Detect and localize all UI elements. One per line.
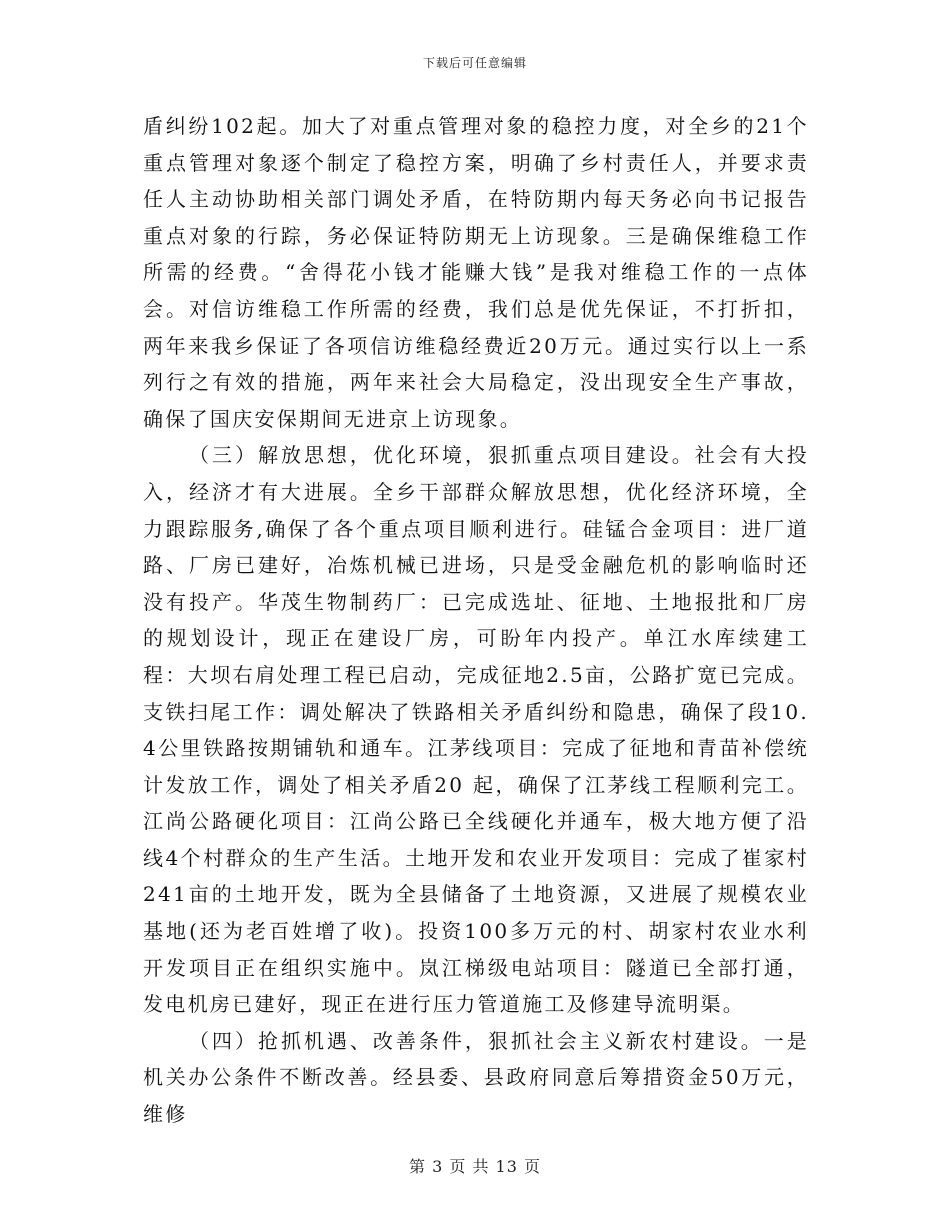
footer-prefix: 第 <box>408 1157 426 1176</box>
page-footer <box>0 1154 950 1177</box>
page-header-note: 下载后可任意编辑 <box>422 56 527 70</box>
footer-current-page: 3 <box>432 1157 444 1176</box>
footer-total-pages: 13 <box>495 1157 518 1176</box>
paragraph-section-three: （三）解放思想，优化环境，狠抓重点项目建设。社会有大投入，经济才有大进展。全乡干部群众解放思想，优化经济环境，全力跟踪服务,确保了各个重点项目顺利进行。硅锰合金项目：进厂道路、厂房已建好，冶炼机械已进场，只是受金融危机的影响临时还没有投产。华茂生物制药厂：已完成选址、征地、土地报批和厂房的规划设计，现正在建设厂房，可盼年内投产。单江水库续建工程：大坝右肩处理工程已启动，完成征地2.5亩，公路扩宽已完成。支铁扫尾工作：调处解决了铁路相关矛盾纠纷和隐患，确保了段10.4公里铁路按期铺轨和通车。江茅线项目：完成了征地和青苗补偿统计发放工作，调处了相关矛盾20 起，确保了江茅线工程顺利完工。江尚公路硬化项目：江尚公路已全线硬化并通车，极大地方便了沿线4个村群众的生产生活。土地开发和农业开发项目：完成了崔家村241亩的土地开发，既为全县储备了土地资源，又进展了规模农业基地(还为老百姓增了收)。投资100多万元的村、胡家村农业水利开发项目正在组织实施中。岚江梯级电站项目：隧道已全部打通，发电机房已建好，现正在进行压力管道施工及修建导流明渠。 <box>143 443 809 1017</box>
document-body <box>143 108 809 1133</box>
paragraph-continued: 盾纠纷102起。加大了对重点管理对象的稳控力度，对全乡的21个重点管理对象逐个制定了稳控方案，明确了乡村责任人，并要求责任人主动协助相关部门调处矛盾，在特防期内每天务必向书记报告重点对象的行踪，务必保证特防期无上访现象。三是确保维稳工作所需的经费。“舍得花小钱才能赚大钱”是我对维稳工作的一点体会。对信访维稳工作所需的经费，我们总是优先保证，不打折扣，两年来我乡保证了各项信访维稳经费近20万元。通过实行以上一系列行之有效的措施，两年来社会大局稳定，没出现安全生产事故，确保了国庆安保期间无进京上访现象。 <box>143 114 809 431</box>
footer-middle: 页 共 <box>449 1157 490 1176</box>
footer-suffix: 页 <box>524 1157 542 1176</box>
paragraph-section-four: （四）抢抓机遇、改善条件，狠抓社会主义新农村建设。一是机关办公条件不断改善。经县委、县政府同意后筹措资金50万元，维修 <box>143 1028 809 1127</box>
